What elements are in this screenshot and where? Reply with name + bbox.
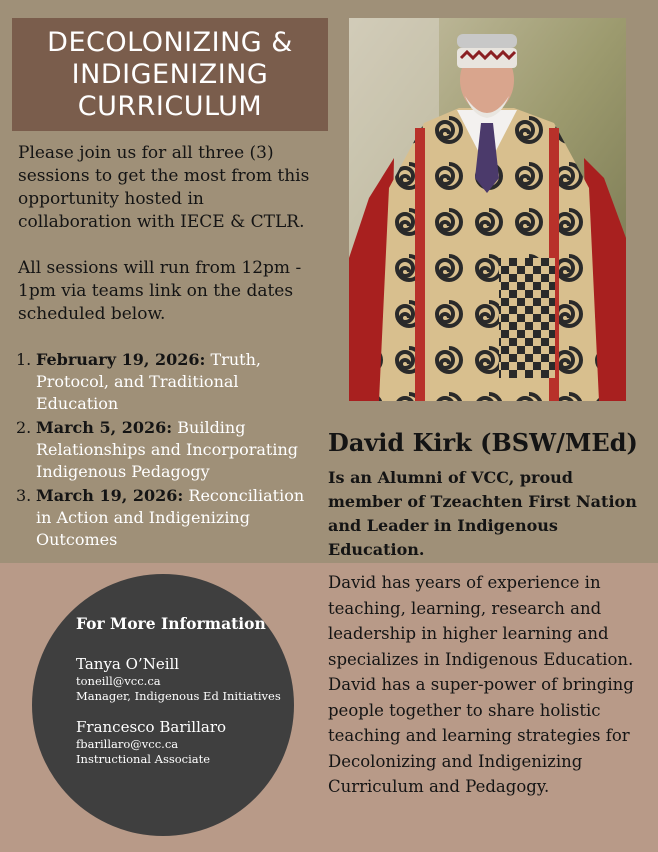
session-date: February 19, 2026: [36,350,206,369]
intro-text [18,142,318,349]
session-item [16,349,316,415]
session-date: March 5, 2026: [36,418,173,437]
session-date: March 19, 2026: [36,486,184,505]
title-box [12,18,328,131]
speaker-name: David Kirk (BSW/MEd) [328,428,638,457]
title-line-3: CURRICULUM [77,90,263,122]
contact-heading: For More Information [76,614,266,633]
session-topic: Reconciliation in Action and Indigenizing Outcomes [36,486,305,549]
session-topic: Building Relationships and Incorporating Indigenous Pedagogy [36,418,299,481]
session-topic: Truth, Protocol, and Traditional Education [36,350,261,413]
contact-role: Manager, Indigenous Ed Initiatives [76,689,281,703]
contact-name: Tanya O’Neill [76,655,180,673]
session-number: 1. [16,350,32,369]
contact-name: Francesco Barillaro [76,718,227,736]
title-line-2: INDIGENIZING [71,58,269,90]
intro-paragraph-2: All sessions will run from 12pm - 1pm via teams link on the dates scheduled below. [18,258,302,324]
speaker-bio: David has years of experience in teaching, learning, research and leadership in higher learning and specializes in Indigenous Education. David has a super-power of bringing people together to share holistic teaching and learning strategies for Decolonizing and Indigenizing Curriculum and Pedagogy. [328,573,634,796]
intro-paragraph-1: Please join us for all three (3) sessions to get the most from this opportunity hosted in collaboration with IECE & CTLR. [18,143,310,232]
session-item [16,485,316,551]
session-number: 3. [16,486,32,505]
contact-card [76,717,226,767]
contact-email[interactable]: toneill@vcc.ca [76,674,161,688]
speaker-tagline: Is an Alumni of VCC, proud member of Tzeachten First Nation and Leader in Indigenous Education. [328,468,637,559]
contact-role: Instructional Associate [76,752,211,766]
session-item [16,417,316,483]
speaker-portrait-image [349,18,626,401]
contact-circle [32,574,294,836]
speaker-photo [349,18,626,401]
contact-card [76,654,281,704]
title-line-1: DECOLONIZING & [47,26,293,58]
session-list [16,349,316,553]
contact-email[interactable]: fbarillaro@vcc.ca [76,737,179,751]
session-number: 2. [16,418,32,437]
